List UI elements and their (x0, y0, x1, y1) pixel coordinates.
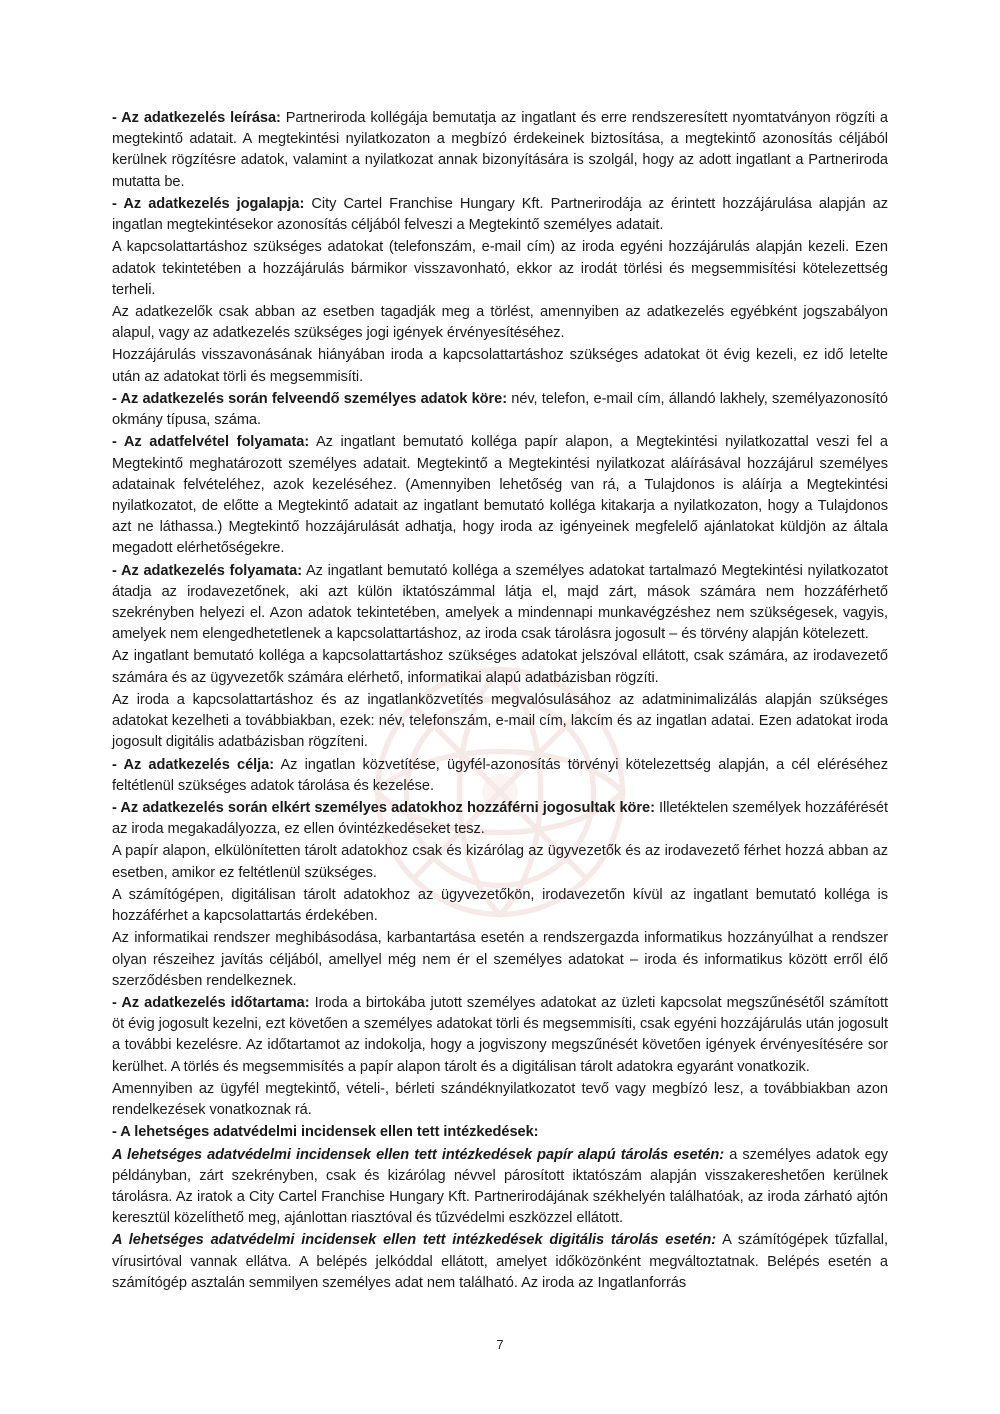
paragraph-text: Iroda a birtokába jutott személyes adatokat az üzleti kapcsolat megszűnésétől számított öt évig jogosult kezelni, ezt követően a személyes adatokat törli és megsemmisíti, csak egyéni hozzájárulás után jogosult a további kezelésre. Az időtartamot az indokolja, hogy a jogviszony megszűnését követően igények érvényesítésére sor kerülhet. A törlés és megsemmisítés a papír alapon tárolt és a digitálisan tárolt adatokra egyaránt vonatkozik. (112, 994, 888, 1075)
paragraph (112, 841, 888, 883)
paragraph (112, 928, 888, 992)
paragraph (112, 1230, 888, 1294)
paragraph (112, 108, 888, 193)
paragraph-lead: - Az adatkezelés során elkért személyes adatokhoz hozzáférni jogosultak köre: (112, 800, 655, 816)
paragraph (112, 302, 888, 344)
paragraph-text: Amennyiben az ügyfél megtekintő, vételi-, bérleti szándéknyilatkozatot tevő vagy megbízó lesz, a továbbiakban azon rendelkezések vonatkoznak rá. (112, 1080, 888, 1119)
paragraph-text: Az ingatlant bemutató kolléga a személyes adatokat tartalmazó Megtekintési nyilatkozatot átadja az irodavezetőnek, aki azt külön iktatószámmal látja el, majd zárt, mások számára nem hozzáférhető szekrényben helyezi el. Azon adatok tekintetében, amelyek a mindennapi munkavégzéshez nem szükségesek, vagyis, amelyek nem elengedhetetlenek a kapcsolattartáshoz, az iroda csak tárolásra jogosult – és törvény alapján kötelezett. (112, 562, 888, 643)
paragraph (112, 690, 888, 754)
paragraph-text: név, telefon, e-mail cím, állandó lakhely, személyazonosító okmány típusa, száma. (112, 390, 889, 429)
paragraph-text: A számítógépek tűzfallal, vírusirtóval vannak ellátva. A belépés jelkóddal ellátott, amelyet időközönként megváltoztatnak. Belépés esetén a számítógép asztalán semmilyen személyes adat nem található. Az iroda az Ingatlanforrás (112, 1232, 888, 1291)
paragraph (112, 561, 888, 646)
paragraph (112, 345, 888, 387)
paragraph-text: City Cartel Franchise Hungary Kft. Partnerirodája az érintett hozzájárulása alapján az ingatlan megtekintésekor azonosítás céljából felveszi a Megtekintő személyes adatait. (112, 195, 888, 234)
paragraph-text: Hozzájárulás visszavonásának hiányában iroda a kapcsolattartáshoz szükséges adatokat öt évig kezeli, ez idő letelte után az adatokat törli és megsemmisíti. (112, 347, 888, 385)
paragraph (112, 885, 888, 927)
paragraph-lead: - Az adatkezelés jogalapja: (112, 195, 305, 212)
paragraph-lead: A lehetséges adatvédelmi incidensek ellen tett intézkedések digitális tárolás esetén: (112, 1232, 717, 1249)
paragraph-text: Az ingatlant bemutató kolléga papír alapon, a Megtekintési nyilatkozattal veszi fel a Megtekintő meghatározott személyes adatait. Megtekintő a Megtekintési nyilatkozat aláírásával hozzájárul személyes adatainak felvételéhez, azok kezeléséhez. (Amennyiben lehetőség van rá, a Tulajdonos is aláírja a Megtekintési nyilatkozatot, de előtte a Megtekintő adatait az ingatlant bemutató kolléga kitakarja a nyilatkozaton, hogy a Tulajdonos azt ne láthassa.) Megtekintő hozzájárulását adhatja, hogy iroda az igényeinek megfelelő ajánlatokat küldjön az általa megadott elérhetőségekre. (112, 434, 888, 557)
paragraph (112, 389, 888, 431)
paragraph-text: A papír alapon, elkülönítetten tárolt adatokhoz csak és kizárólag az ügyvezetők és az irodavezető férhet hozzá abban az esetben, amikor ez feltétlenül szükséges. (112, 843, 888, 881)
paragraph (112, 1079, 888, 1121)
paragraph (112, 646, 888, 688)
paragraph (112, 237, 888, 301)
paragraph (112, 1145, 888, 1230)
paragraph-text: Az ingatlan közvetítése, ügyfél-azonosítás törvényi kötelezettség alapján, a cél eléréséhez feltétlenül szükséges adatok tárolása és kezelése. (112, 756, 888, 794)
paragraph-lead: - A lehetséges adatvédelmi incidensek ellen tett intézkedések: (112, 1124, 539, 1141)
paragraph (112, 798, 888, 840)
paragraph-lead: - Az adatkezelés időtartama: (112, 994, 310, 1011)
paragraph-text: Az adatkezelők csak abban az esetben tagadják meg a törlést, amennyiben az adatkezelés egyébként jogszabályon alapul, vagy az adatkezelés szükséges jogi igények érvényesítéséhez. (112, 303, 888, 342)
paragraph-lead: - Az adatkezelés leírása: (112, 110, 281, 126)
paragraph-text: Illetéktelen személyek hozzáférését az iroda megakadályozza, ez ellen óvintézkedéseket tesz. (112, 800, 888, 838)
paragraph-lead: - Az adatfelvétel folyamata: (112, 434, 310, 451)
paragraph-text: Partneriroda kollégája bemutatja az ingatlant és erre rendszeresített nyomtatványon rögzíti a megtekintő adatait. A megtekintési nyilatkozaton a megbízó érdekeinek biztosítása, a megtekintő azonosítás céljából kerülnek rögzítésre adatok, valamint a nyilatkozat annak bizonyítására is szolgál, hogy az adott ingatlant a Partneriroda mutatta be. (112, 110, 889, 190)
paragraph (112, 993, 888, 1078)
paragraph-text: Az informatikai rendszer meghibásodása, karbantartása esetén a rendszergazda informatikus hozzányúlhat a rendszer olyan részeihez javítás céljából, amellyel még nem ér el személyes adatokat – iroda és informatikus között erről élő szerződésben rendelkeznek. (112, 930, 888, 989)
paragraph (112, 194, 888, 236)
paragraph-lead: - Az adatkezelés célja: (112, 756, 275, 773)
paragraph-text: A számítógépen, digitálisan tárolt adatokhoz az ügyvezetőkön, irodavezetőn kívül az ingatlant bemutató kolléga is hozzáférhet a kapcsolattartás érdekében. (112, 886, 888, 925)
paragraph-lead: - Az adatkezelés folyamata: (112, 562, 303, 579)
paragraph-text: Az iroda a kapcsolattartáshoz és az ingatlanközvetítés megvalósulásához az adatminimalizálás alapján szükséges adatokat kezelheti a továbbiakban, ezek: név, telefonszám, e-mail cím, lakcím és az ingatlan adatai. Ezen adatokat iroda jogosult digitális adatbázisban rögzíteni. (112, 691, 888, 751)
paragraph-text: Az ingatlant bemutató kolléga a kapcsolattartáshoz szükséges adatokat jelszóval ellátott, csak számára, az irodavezető számára és az ügyvezetők számára elérhető, informatikai alapú adatbázisban rögzíti. (112, 648, 888, 686)
document-body (112, 108, 888, 1294)
paragraph-text: a személyes adatok egy példányban, zárt szekrényben, csak és kizárólag névvel párosított iktatószám alapján visszakereshetően kerülnek tárolásra. Az iratok a City Cartel Franchise Hungary Kft. Partnerirodájának székhelyén találhatóak, az iroda zárható ajtón keresztül közelíthető meg, ajánlottan riasztóval és tűzvédelmi eszközzel ellátott. (112, 1146, 888, 1227)
paragraph-lead: - Az adatkezelés során felveendő személyes adatok köre: (112, 390, 508, 407)
paragraph-heading (112, 1122, 888, 1143)
paragraph-lead: A lehetséges adatvédelmi incidensek ellen tett intézkedések papír alapú tárolás esetén: (112, 1146, 725, 1163)
paragraph (112, 432, 888, 559)
paragraph-text: A kapcsolattartáshoz szükséges adatokat (telefonszám, e-mail cím) az iroda egyéni hozzájárulás alapján kezeli. Ezen adatok tekintetében a hozzájárulás bármikor visszavonható, ekkor az irodát törlési és megsemmisítési kötelezettség terheli. (112, 239, 888, 298)
paragraph (112, 755, 888, 797)
page-number: 7 (496, 1337, 504, 1352)
